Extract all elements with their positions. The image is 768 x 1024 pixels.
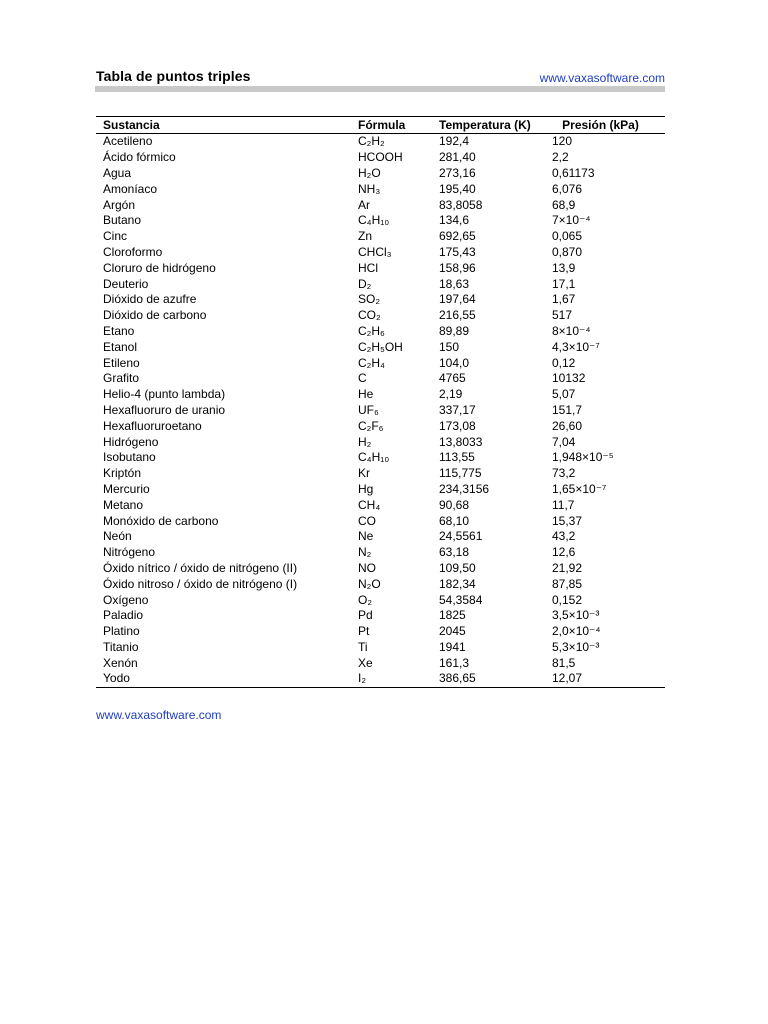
column-header-formula: Fórmula <box>358 117 406 132</box>
table-row <box>96 640 665 656</box>
pressure-cell: 11,7 <box>552 497 575 512</box>
pressure-cell: 10132 <box>552 371 586 386</box>
substance-cell: Titanio <box>103 639 139 654</box>
substance-cell: Metano <box>103 497 144 512</box>
column-header-temperature: Temperatura (K) <box>439 117 531 132</box>
formula-cell: C <box>358 371 367 386</box>
substance-cell: Óxido nitroso / óxido de nitrógeno (I) <box>103 576 298 591</box>
substance-cell: Hidrógeno <box>103 434 159 449</box>
pressure-cell: 17,1 <box>552 276 576 291</box>
pressure-cell: 7×10⁻⁴ <box>552 213 591 228</box>
table-row <box>96 371 665 387</box>
table-row <box>96 434 665 450</box>
table-row <box>96 197 665 213</box>
substance-cell: Hexafluoruroetano <box>103 418 202 433</box>
table-row <box>96 292 665 308</box>
formula-cell: NO <box>358 560 376 575</box>
table-row <box>96 181 665 197</box>
temperature-cell: 234,3156 <box>439 481 490 496</box>
temperature-cell: 109,50 <box>439 560 476 575</box>
table-row <box>96 482 665 498</box>
substance-cell: Platino <box>103 624 140 639</box>
substance-cell: Amoníaco <box>103 181 158 196</box>
temperature-cell: 197,64 <box>439 292 476 307</box>
substance-cell: Monóxido de carbono <box>103 513 219 528</box>
temperature-cell: 115,775 <box>439 466 482 481</box>
table-body <box>96 134 665 688</box>
header-divider <box>95 86 665 92</box>
table-row <box>96 450 665 466</box>
pressure-cell: 1,65×10⁻⁷ <box>552 481 607 496</box>
temperature-cell: 195,40 <box>439 181 476 196</box>
formula-cell: CH₄ <box>358 497 381 512</box>
temperature-cell: 173,08 <box>439 418 476 433</box>
substance-cell: Etano <box>103 323 135 338</box>
table-row <box>96 324 665 340</box>
temperature-cell: 83,8058 <box>439 197 483 212</box>
temperature-cell: 273,16 <box>439 165 476 180</box>
temperature-cell: 24,5561 <box>439 529 483 544</box>
formula-cell: Ar <box>358 197 370 212</box>
pressure-cell: 8×10⁻⁴ <box>552 323 591 338</box>
pressure-cell: 87,85 <box>552 576 583 591</box>
substance-cell: Ácido fórmico <box>103 150 176 165</box>
table-row <box>96 624 665 640</box>
temperature-cell: 2,19 <box>439 387 463 402</box>
pressure-cell: 2,2 <box>552 150 569 165</box>
table-row <box>96 245 665 261</box>
substance-cell: Deuterio <box>103 276 149 291</box>
table-header-row <box>96 117 665 134</box>
substance-cell: Cinc <box>103 229 128 244</box>
formula-cell: C₂H₆ <box>358 323 385 338</box>
substance-cell: Mercurio <box>103 481 150 496</box>
pressure-cell: 81,5 <box>552 655 576 670</box>
formula-cell: C₂H₅OH <box>358 339 403 354</box>
formula-cell: HCl <box>358 260 378 275</box>
table-row <box>96 671 665 687</box>
formula-cell: SO₂ <box>358 292 380 307</box>
pressure-cell: 12,6 <box>552 545 576 560</box>
temperature-cell: 1825 <box>439 608 466 623</box>
formula-cell: Ne <box>358 529 374 544</box>
substance-cell: Etileno <box>103 355 140 370</box>
table-row <box>96 355 665 371</box>
temperature-cell: 192,4 <box>439 134 470 149</box>
formula-cell: H₂ <box>358 434 372 449</box>
table-row <box>96 166 665 182</box>
triple-points-table <box>96 116 665 688</box>
pressure-cell: 1,948×10⁻⁵ <box>552 450 614 465</box>
pressure-cell: 21,92 <box>552 560 583 575</box>
temperature-cell: 158,96 <box>439 260 476 275</box>
pressure-cell: 6,076 <box>552 181 583 196</box>
temperature-cell: 216,55 <box>439 308 476 323</box>
formula-cell: Xe <box>358 655 373 670</box>
pressure-cell: 68,9 <box>552 197 576 212</box>
substance-cell: Isobutano <box>103 450 156 465</box>
temperature-cell: 54,3584 <box>439 592 483 607</box>
column-header-substance: Sustancia <box>103 117 160 132</box>
formula-cell: NH₃ <box>358 181 381 196</box>
table-row <box>96 576 665 592</box>
pressure-cell: 151,7 <box>552 402 583 417</box>
temperature-cell: 4765 <box>439 371 466 386</box>
temperature-cell: 150 <box>439 339 460 354</box>
pressure-cell: 12,07 <box>552 671 583 686</box>
formula-cell: H₂O <box>358 165 381 180</box>
pressure-cell: 120 <box>552 134 573 149</box>
temperature-cell: 113,55 <box>439 450 475 465</box>
pressure-cell: 517 <box>552 308 573 323</box>
substance-cell: Grafito <box>103 371 140 386</box>
temperature-cell: 18,63 <box>439 276 470 291</box>
temperature-cell: 182,34 <box>439 576 476 591</box>
temperature-cell: 104,0 <box>439 355 470 370</box>
formula-cell: Zn <box>358 229 373 244</box>
formula-cell: D₂ <box>358 276 372 291</box>
pressure-cell: 7,04 <box>552 434 576 449</box>
formula-cell: CO₂ <box>358 308 381 323</box>
temperature-cell: 2045 <box>439 624 466 639</box>
formula-cell: He <box>358 387 374 402</box>
column-header-pressure: Presión (kPa) <box>562 117 639 132</box>
temperature-cell: 161,3 <box>439 655 470 670</box>
table-row <box>96 276 665 292</box>
substance-cell: Helio-4 (punto lambda) <box>103 387 226 402</box>
table-row <box>96 150 665 166</box>
formula-cell: UF₆ <box>358 402 379 417</box>
substance-cell: Etanol <box>103 339 138 354</box>
table-row <box>96 403 665 419</box>
formula-cell: C₂F₆ <box>358 418 384 433</box>
table-row <box>96 592 665 608</box>
pressure-cell: 73,2 <box>552 466 576 481</box>
substance-cell: Agua <box>103 165 132 180</box>
substance-cell: Paladio <box>103 608 144 623</box>
temperature-cell: 386,65 <box>439 671 476 686</box>
formula-cell: CO <box>358 513 376 528</box>
formula-cell: O₂ <box>358 592 372 607</box>
formula-cell: CHCl₃ <box>358 244 392 259</box>
substance-cell: Hexafluoruro de uranio <box>103 402 226 417</box>
temperature-cell: 1941 <box>439 639 466 654</box>
table-row <box>96 466 665 482</box>
formula-cell: C₂H₂ <box>358 134 385 149</box>
table-row <box>96 308 665 324</box>
table-row <box>96 229 665 245</box>
formula-cell: I₂ <box>358 671 366 686</box>
pressure-cell: 0,12 <box>552 355 576 370</box>
pressure-cell: 4,3×10⁻⁷ <box>552 339 600 354</box>
formula-cell: C₂H₄ <box>358 355 385 370</box>
substance-cell: Oxígeno <box>103 592 149 607</box>
temperature-cell: 337,17 <box>439 402 476 417</box>
temperature-cell: 281,40 <box>439 150 476 165</box>
temperature-cell: 68,10 <box>439 513 470 528</box>
formula-cell: Kr <box>358 466 370 481</box>
pressure-cell: 0,065 <box>552 229 583 244</box>
formula-cell: Pt <box>358 624 370 639</box>
pressure-cell: 5,3×10⁻³ <box>552 639 600 654</box>
substance-cell: Óxido nítrico / óxido de nitrógeno (II) <box>103 560 298 575</box>
pressure-cell: 15,37 <box>552 513 583 528</box>
table-row <box>96 134 665 150</box>
pressure-cell: 43,2 <box>552 529 576 544</box>
pressure-cell: 13,9 <box>552 260 576 275</box>
formula-cell: Pd <box>358 608 373 623</box>
pressure-cell: 0,152 <box>552 592 583 607</box>
temperature-cell: 90,68 <box>439 497 470 512</box>
table-row <box>96 655 665 671</box>
substance-cell: Argón <box>103 197 136 212</box>
formula-cell: C₄H₁₀ <box>358 450 390 465</box>
temperature-cell: 13,8033 <box>439 434 483 449</box>
formula-cell: C₄H₁₀ <box>358 213 390 228</box>
formula-cell: N₂O <box>358 576 381 591</box>
temperature-cell: 175,43 <box>439 244 476 259</box>
table-row <box>96 213 665 229</box>
table-row <box>96 529 665 545</box>
substance-cell: Acetileno <box>103 134 153 149</box>
formula-cell: Ti <box>358 639 368 654</box>
header-website-link[interactable]: www.vaxasoftware.com <box>539 71 665 85</box>
substance-cell: Nitrógeno <box>103 545 156 560</box>
table-row <box>96 339 665 355</box>
substance-cell: Dióxido de carbono <box>103 308 207 323</box>
pressure-cell: 0,61173 <box>552 165 595 180</box>
table-row <box>96 561 665 577</box>
substance-cell: Yodo <box>103 671 130 686</box>
table-row <box>96 418 665 434</box>
substance-cell: Dióxido de azufre <box>103 292 197 307</box>
formula-cell: Hg <box>358 481 374 496</box>
temperature-cell: 63,18 <box>439 545 470 560</box>
formula-cell: N₂ <box>358 545 372 560</box>
footer-website-link[interactable]: www.vaxasoftware.com <box>96 708 222 722</box>
table-row <box>96 497 665 513</box>
pressure-cell: 0,870 <box>552 244 583 259</box>
substance-cell: Cloruro de hidrógeno <box>103 260 216 275</box>
pressure-cell: 1,67 <box>552 292 576 307</box>
table-row <box>96 387 665 403</box>
pressure-cell: 2,0×10⁻⁴ <box>552 624 601 639</box>
table-row <box>96 545 665 561</box>
pressure-cell: 5,07 <box>552 387 576 402</box>
formula-cell: HCOOH <box>358 150 403 165</box>
temperature-cell: 692,65 <box>439 229 476 244</box>
temperature-cell: 134,6 <box>439 213 470 228</box>
substance-cell: Kriptón <box>103 466 142 481</box>
table-row <box>96 513 665 529</box>
page-title: Tabla de puntos triples <box>96 68 251 84</box>
temperature-cell: 89,89 <box>439 323 470 338</box>
substance-cell: Cloroformo <box>103 244 163 259</box>
substance-cell: Butano <box>103 213 142 228</box>
table-row <box>96 608 665 624</box>
pressure-cell: 3,5×10⁻³ <box>552 608 600 623</box>
pressure-cell: 26,60 <box>552 418 583 433</box>
table-row <box>96 260 665 276</box>
substance-cell: Xenón <box>103 655 138 670</box>
substance-cell: Neón <box>103 529 132 544</box>
